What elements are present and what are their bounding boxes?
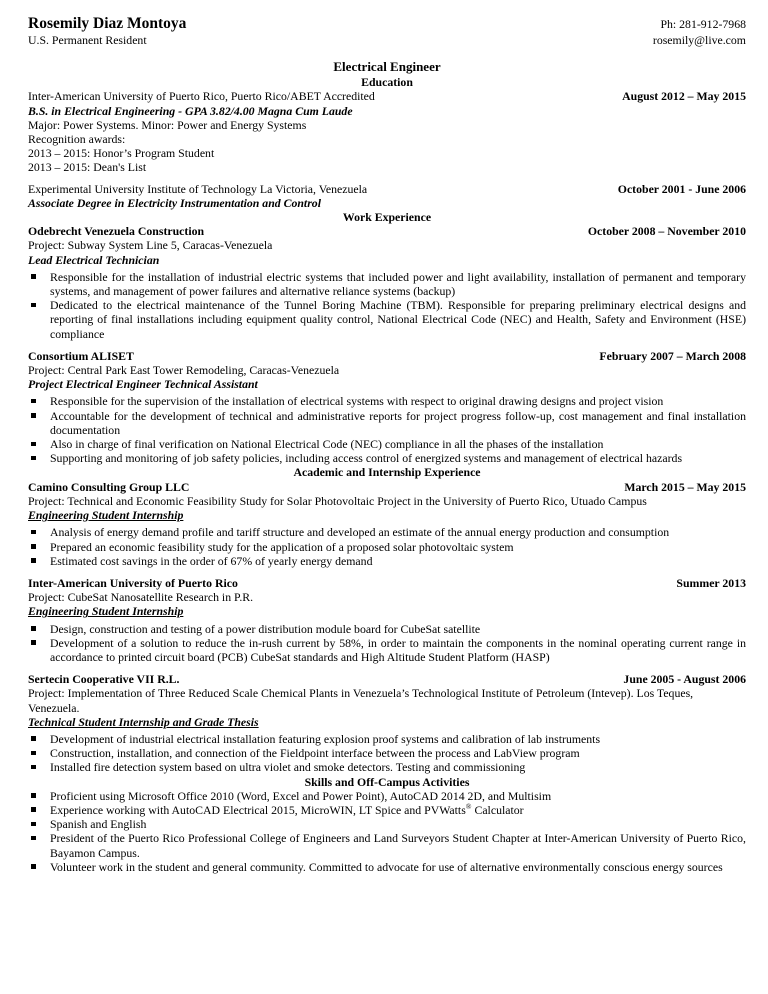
company: Sertecin Cooperative VII R.L.	[28, 672, 180, 687]
list-item: Volunteer work in the student and general community. Committed to advocate for use of alternative environmentally conscious energy sources	[28, 860, 746, 874]
list-item: Prepared an economic feasibility study for the application of a proposed solar photovoltaic system	[28, 540, 746, 554]
phone-number: Ph: 281-912-7968	[660, 17, 746, 31]
list-item: Responsible for the supervision of the installation of electrical systems with respect to original drawing designs and project vision	[28, 394, 746, 408]
resume-title: Electrical Engineer	[333, 59, 441, 75]
header-row-2	[28, 33, 746, 47]
list-item: Accountable for the development of technical and administrative reports for project progress follow-up, cost management and final installation documentation	[28, 409, 746, 437]
dates: October 2001 - June 2006	[617, 181, 746, 196]
project: Project: CubeSat Nanosatellite Research in P.R.	[28, 590, 254, 605]
resume-page	[28, 14, 746, 874]
job-entry-1	[28, 224, 746, 341]
skills-heading: Skills and Off-Campus Activities	[304, 774, 470, 789]
project: Project: Implementation of Three Reduced Scale Chemical Plants in Venezuela’s Technological Institute of Petroleum (Intevep). Los Teques, Venezuela.	[28, 686, 694, 715]
registered-mark: ®	[465, 802, 472, 812]
bullet-list	[28, 525, 746, 568]
list-item: Supporting and monitoring of job safety policies, including access control of energized systems and management of electrical hazards	[28, 451, 746, 465]
academic-heading: Academic and Internship Experience	[293, 465, 481, 480]
degree: Associate Degree in Electricity Instrumentation and Control	[28, 195, 321, 210]
institution: Inter-American University of Puerto Rico, Puerto Rico/ABET Accredited	[28, 89, 375, 104]
education-detail: 2013 – 2015: Honor’s Program Student	[28, 146, 215, 161]
education-entry-2	[28, 182, 746, 210]
education-entry-1	[28, 89, 746, 174]
list-item: Installed fire detection system based on ultra violet and smoke detectors. Testing and commissioning	[28, 760, 746, 774]
company: Camino Consulting Group LLC	[28, 479, 190, 494]
email-address: rosemily@live.com	[652, 33, 746, 47]
list-item: Development of a solution to reduce the in-rush current by 58%, in order to maintain the components in the nominal operating current range in accordance to printed circuit board (PCB) CubeSat standards and High Altitude Student Platform (HASP)	[28, 636, 746, 664]
role: Technical Student Internship and Grade Thesis	[28, 714, 259, 729]
institution: Experimental University Institute of Technology La Victoria, Venezuela	[28, 181, 368, 196]
header-row-1	[28, 14, 746, 33]
education-detail: 2013 – 2015: Dean's List	[28, 160, 147, 175]
academic-entry-1	[28, 480, 746, 568]
company: Odebrecht Venezuela Construction	[28, 224, 205, 239]
academic-entry-3	[28, 672, 746, 774]
skill-text: Calculator	[471, 802, 524, 817]
education-detail: Major: Power Systems. Minor: Power and Energy Systems	[28, 117, 307, 132]
degree: B.S. in Electrical Engineering - GPA 3.82/4.00 Magna Cum Laude	[28, 103, 353, 118]
role: Engineering Student Internship	[28, 508, 184, 523]
bullet-list	[28, 270, 746, 341]
list-item: Proficient using Microsoft Office 2010 (Word, Excel and Power Point), AutoCAD 2014 2D, and Multisim	[28, 789, 746, 803]
list-item: Dedicated to the electrical maintenance of the Tunnel Boring Machine (TBM). Responsible for preparing preliminary electrical designs and reporting of final installations including equipment quality control, National Electrical Code (NEC) and Health, Safety and Environment (HSE) compliance	[28, 298, 746, 341]
list-item: Analysis of energy demand profile and tariff structure and developed an estimate of the annual energy production and consumption	[28, 525, 746, 539]
bullet-list	[28, 622, 746, 665]
project: Project: Technical and Economic Feasibility Study for Solar Photovoltaic Project in the University of Puerto Rico, Utuado Campus	[28, 493, 647, 508]
list-item: Estimated cost savings in the order of 67% of yearly energy demand	[28, 554, 746, 568]
academic-entry-2	[28, 576, 746, 664]
candidate-name: Rosemily Diaz Montoya	[28, 15, 187, 32]
skills-list	[28, 789, 746, 874]
list-item: Design, construction and testing of a power distribution module board for CubeSat satellite	[28, 622, 746, 636]
company: Consortium ALISET	[28, 348, 134, 363]
list-item: Responsible for the installation of industrial electric systems that included power and light availability, installation of permanent and temporary systems, and management of power failures and alternative reliance systems (backup)	[28, 270, 746, 298]
bullet-list	[28, 732, 746, 775]
list-item: Also in charge of final verification on National Electrical Code (NEC) compliance in all the phases of the installation	[28, 437, 746, 451]
dates: October 2008 – November 2010	[587, 224, 746, 239]
list-item: Construction, installation, and connection of the Fieldpoint interface between the process and LabView program	[28, 746, 746, 760]
list-item: Development of industrial electrical installation featuring explosion proof systems and calibration of lab instruments	[28, 732, 746, 746]
dates: March 2015 – May 2015	[624, 479, 746, 494]
role: Engineering Student Internship	[28, 604, 184, 619]
role: Lead Electrical Technician	[28, 252, 160, 267]
bullet-list	[28, 394, 746, 465]
list-item: Spanish and English	[28, 817, 746, 831]
dates: February 2007 – March 2008	[599, 348, 746, 363]
education-detail: Recognition awards:	[28, 132, 126, 147]
dates: Summer 2013	[676, 575, 746, 590]
dates: August 2012 – May 2015	[622, 89, 746, 104]
list-item: President of the Puerto Rico Professional College of Engineers and Land Surveyors Student Chapter at Inter-American University of Puerto Rico, Bayamon Campus.	[28, 831, 746, 859]
residency-status: U.S. Permanent Resident	[28, 33, 147, 47]
education-heading: Education	[361, 75, 413, 90]
project: Project: Subway System Line 5, Caracas-Venezuela	[28, 238, 273, 253]
skill-text: Experience working with AutoCAD Electrical 2015, MicroWIN, LT Spice and PVWatts	[50, 802, 466, 817]
company: Inter-American University of Puerto Rico	[28, 575, 238, 590]
job-entry-2	[28, 349, 746, 466]
role: Project Electrical Engineer Technical Assistant	[28, 377, 258, 392]
project: Project: Central Park East Tower Remodeling, Caracas-Venezuela	[28, 363, 340, 378]
list-item	[28, 803, 746, 817]
dates: June 2005 - August 2006	[623, 672, 746, 687]
work-heading: Work Experience	[342, 210, 432, 225]
